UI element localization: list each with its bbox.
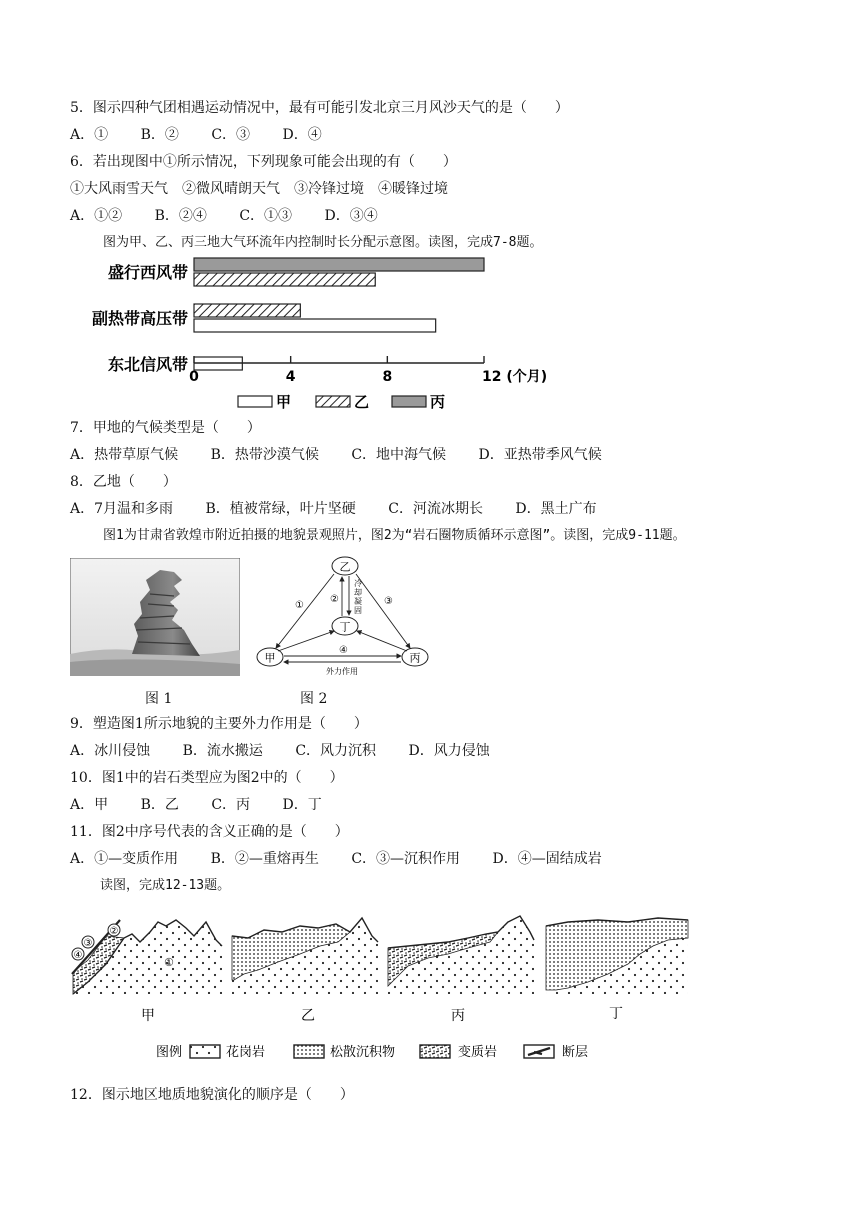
question-12-stem: 12．图示地区地质地貌演化的顺序是（ ） — [70, 1087, 354, 1103]
option-c[interactable]: C．丙 — [211, 797, 251, 813]
option-d[interactable]: D．③④ — [324, 208, 378, 224]
intro-12-13: 读图，完成12-13题。 — [100, 878, 231, 893]
svg-text:③: ③ — [83, 938, 93, 949]
option-d[interactable]: D．丁 — [282, 797, 322, 813]
option-d[interactable]: D．④—固结成岩 — [492, 851, 602, 867]
option-a[interactable]: A．热带草原气候 — [70, 447, 179, 463]
x-tick-label: 0 — [189, 369, 199, 385]
geology-evolution-diagram — [68, 912, 698, 1072]
rock-cycle-diagram — [250, 552, 440, 682]
svg-text:①: ① — [164, 956, 174, 969]
option-d[interactable]: D．风力侵蚀 — [408, 743, 490, 759]
option-b[interactable]: B．②—重熔再生 — [210, 851, 319, 867]
option-b[interactable]: B．植被常绿，叶片坚硬 — [205, 501, 356, 517]
question-5-options — [70, 125, 350, 145]
svg-text:外力作用: 外力作用 — [326, 667, 358, 676]
legend-fault: 断层 — [562, 1045, 589, 1060]
question-8-stem: 8．乙地（ ） — [70, 474, 177, 490]
bar-丙 — [194, 258, 484, 271]
option-c[interactable]: C．风力沉积 — [295, 743, 377, 759]
option-d[interactable]: D．亚热带季风气候 — [478, 447, 602, 463]
legend-granite: 花岗岩 — [226, 1045, 266, 1060]
question-9-options — [70, 741, 518, 761]
intro-9-11: 图1为甘肃省敦煌市附近拍摄的地貌景观照片，图2为“岩石圈物质循环示意图”。读图，完成9-11题。 — [103, 528, 686, 543]
question-7-options — [70, 445, 630, 465]
panel-yi-label: 乙 — [301, 1008, 315, 1024]
legend-label-甲: 甲 — [276, 393, 292, 411]
svg-text:甲: 甲 — [264, 651, 276, 665]
x-unit-label: 12 (个月) — [482, 369, 548, 385]
question-5-stem: 5．图示四种气团相遇运动情况中，最有可能引发北京三月风沙天气的是（ ） — [70, 100, 569, 116]
fig2-caption: 图 2 — [300, 691, 328, 707]
bar-甲 — [194, 319, 436, 332]
category-label: 东北信风带 — [107, 355, 188, 374]
question-6-stem: 6．若出现图中①所示情况，下列现象可能会出现的有（ ） — [70, 154, 457, 170]
option-c[interactable]: C．地中海气候 — [351, 447, 447, 463]
option-d[interactable]: D．④ — [282, 127, 322, 143]
question-10-options — [70, 795, 350, 815]
fig1-caption: 图 1 — [145, 691, 173, 707]
svg-text:①: ① — [295, 600, 304, 611]
cool-label: 冷却凝固 — [354, 579, 362, 615]
legend-metamorphic: 变质岩 — [458, 1045, 498, 1060]
option-a[interactable]: A．①② — [70, 208, 123, 224]
x-tick-label: 4 — [285, 369, 296, 385]
option-c[interactable]: C．③ — [211, 127, 251, 143]
option-b[interactable]: B．热带沙漠气候 — [210, 447, 319, 463]
option-b[interactable]: B．②④ — [154, 208, 207, 224]
panel-jia-label: 甲 — [141, 1008, 155, 1024]
panel-bing-label: 丙 — [451, 1008, 465, 1024]
panel-ding-label: 丁 — [609, 1006, 623, 1022]
option-b[interactable]: B．流水搬运 — [182, 743, 263, 759]
legend-swatch-丙 — [392, 396, 426, 407]
svg-text:丁: 丁 — [339, 620, 351, 634]
landform-photo — [70, 558, 240, 676]
bar-乙 — [194, 304, 300, 317]
intro-7-8: 图为甲、乙、丙三地大气环流年内控制时长分配示意图。读图，完成7-8题。 — [103, 235, 543, 250]
legend-label-乙: 乙 — [354, 393, 370, 411]
option-c[interactable]: C．河流冰期长 — [388, 501, 483, 517]
svg-text:③: ③ — [384, 596, 393, 607]
svg-text:④: ④ — [339, 645, 348, 656]
question-8-options — [70, 499, 625, 519]
category-label: 盛行西风带 — [107, 263, 188, 282]
option-a[interactable]: A．①—变质作用 — [70, 851, 179, 867]
option-a[interactable]: A．① — [70, 127, 109, 143]
option-d[interactable]: D．黑土广布 — [515, 501, 597, 517]
option-b[interactable]: B．② — [140, 127, 179, 143]
option-a[interactable]: A．7月温和多雨 — [70, 501, 174, 517]
svg-text:②: ② — [109, 926, 119, 937]
option-b[interactable]: B．乙 — [140, 797, 179, 813]
question-9-stem: 9．塑造图1所示地貌的主要外力作用是（ ） — [70, 716, 368, 732]
svg-text:②: ② — [330, 594, 339, 605]
legend-label-丙: 丙 — [430, 393, 446, 411]
question-6-options — [70, 206, 406, 226]
bar-乙 — [194, 273, 375, 286]
option-a[interactable]: A．冰川侵蚀 — [70, 743, 151, 759]
option-c[interactable]: C．①③ — [239, 208, 293, 224]
category-label: 副热带高压带 — [91, 309, 188, 328]
circulation-bar-chart — [70, 250, 560, 420]
question-10-stem: 10．图1中的岩石类型应为图2中的（ ） — [70, 770, 344, 786]
question-11-stem: 11．图2中序号代表的含义正确的是（ ） — [70, 824, 349, 840]
legend-swatch-甲 — [238, 396, 272, 407]
legend-sediment: 松散沉积物 — [330, 1045, 396, 1060]
svg-text:乙: 乙 — [339, 560, 351, 574]
svg-text:④: ④ — [73, 950, 83, 961]
legend-title: 图例 — [156, 1045, 183, 1060]
question-7-stem: 7．甲地的气候类型是（ ） — [70, 420, 261, 436]
legend-swatch-乙 — [316, 396, 350, 407]
option-c[interactable]: C．③—沉积作用 — [351, 851, 461, 867]
question-11-options — [70, 849, 630, 869]
option-a[interactable]: A．甲 — [70, 797, 109, 813]
question-6-extra: ①大风雨雪天气 ②微风晴朗天气 ③冷锋过境 ④暖锋过境 — [70, 181, 448, 197]
svg-text:丙: 丙 — [409, 651, 421, 665]
x-tick-label: 8 — [382, 369, 393, 385]
